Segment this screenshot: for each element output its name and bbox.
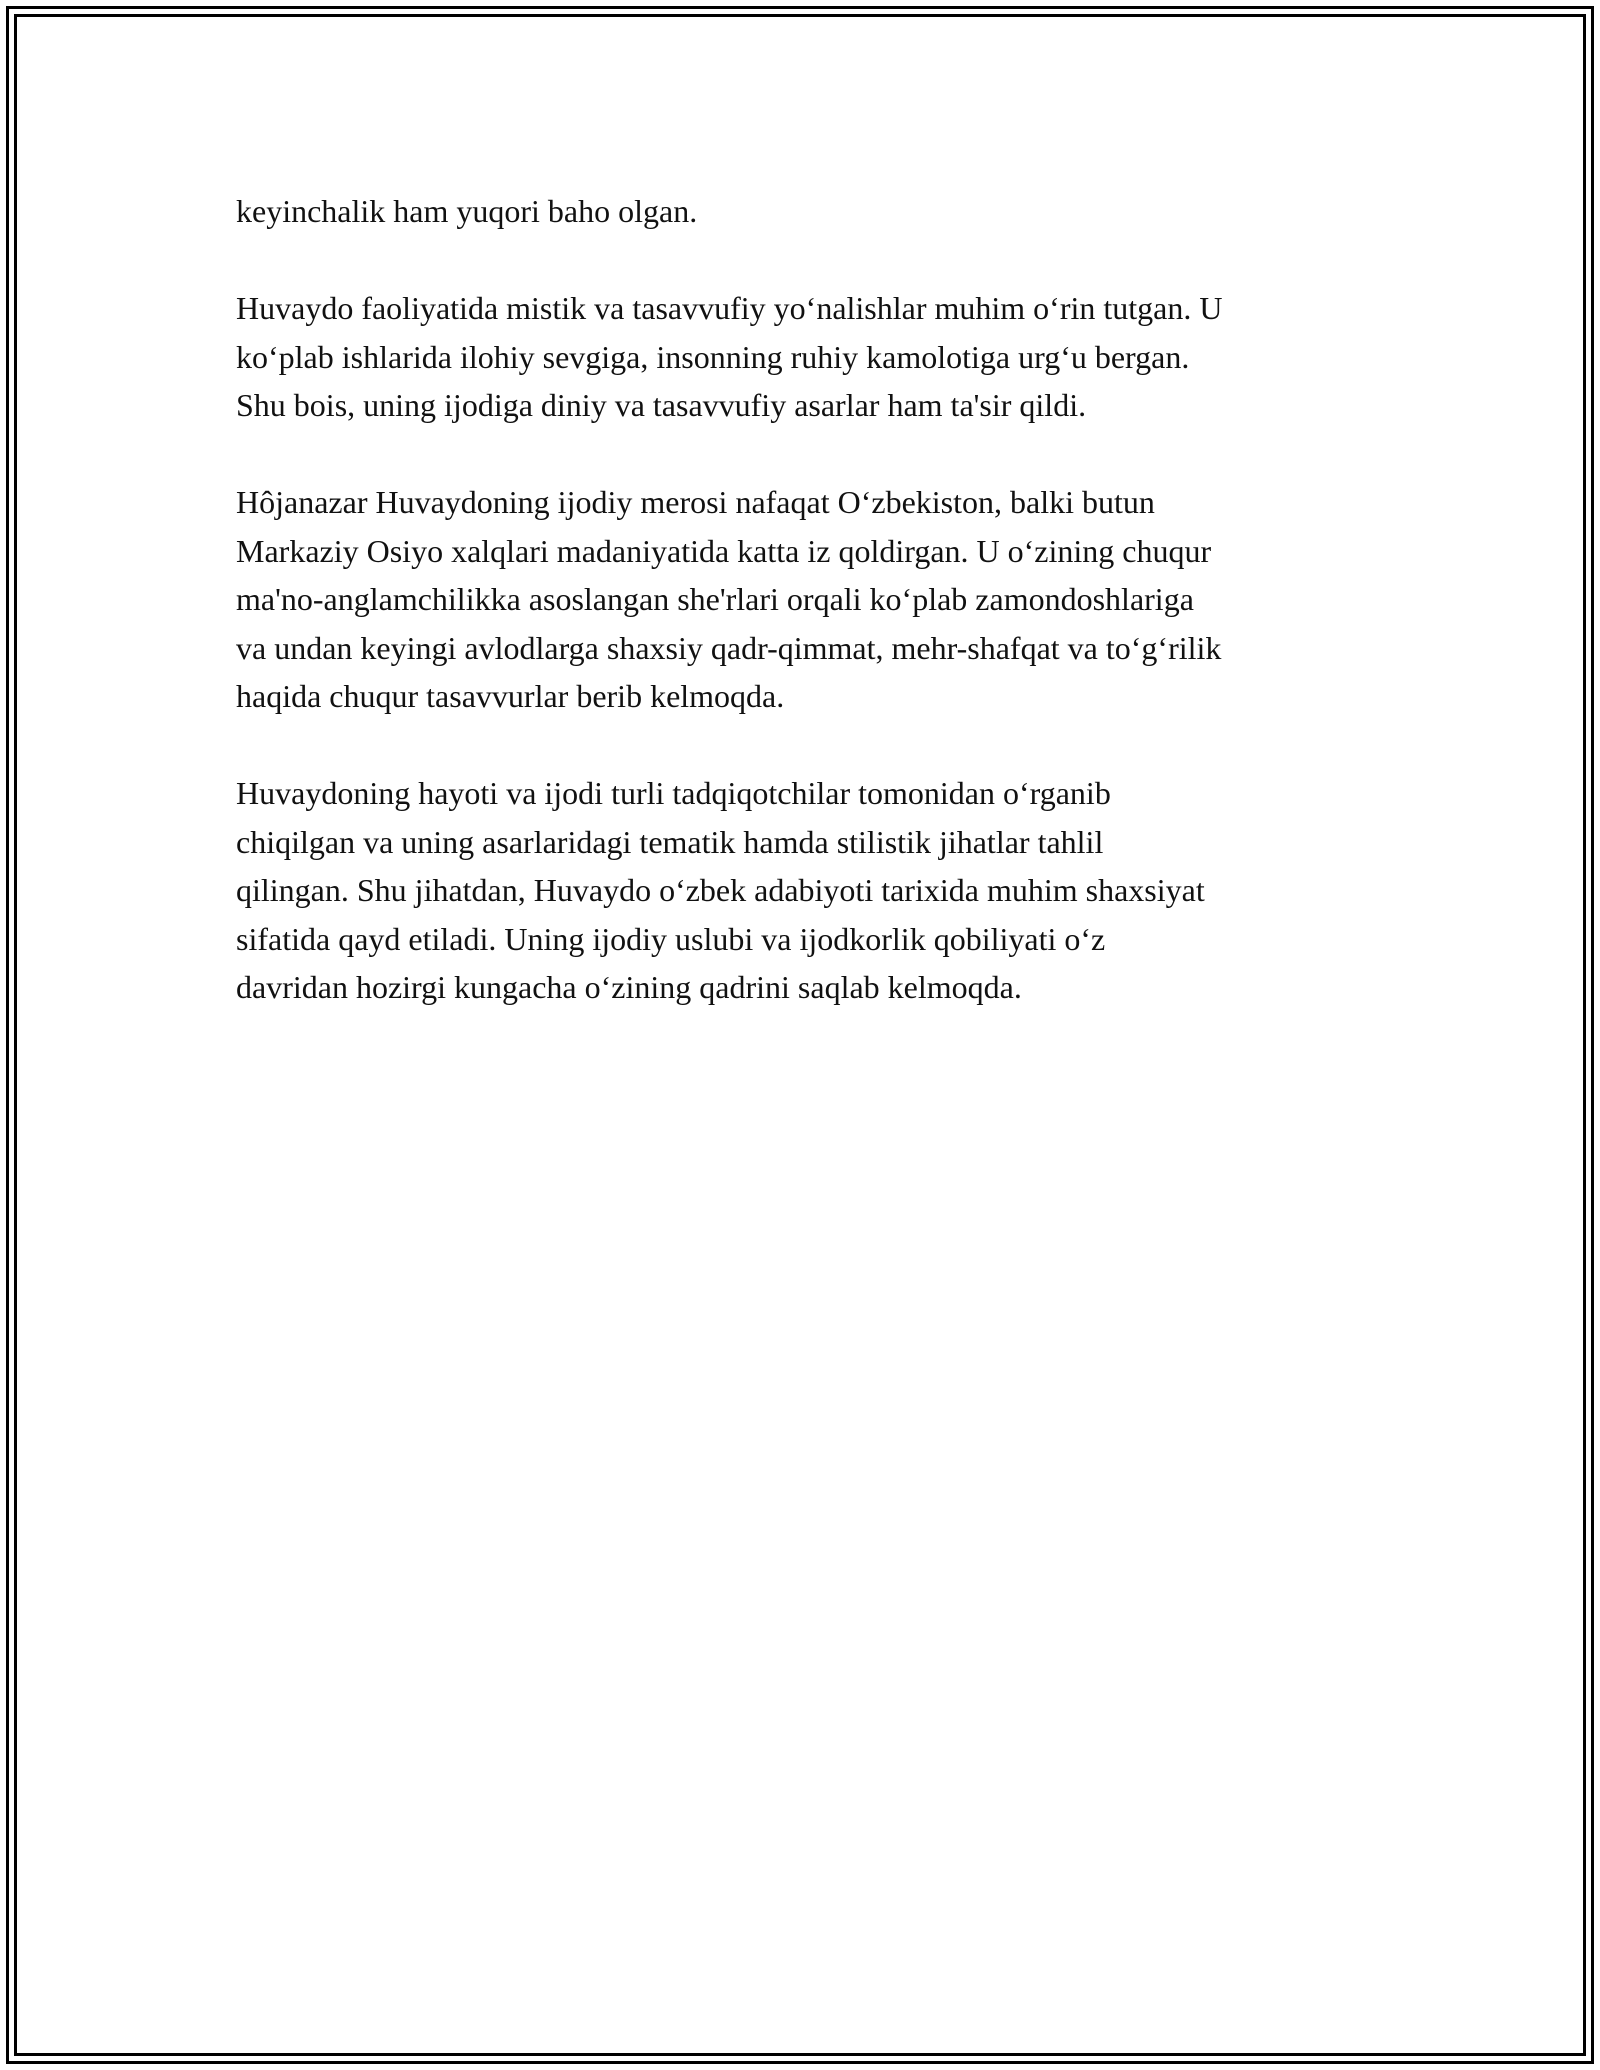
paragraph: Huvaydoning hayoti va ijodi turli tadqiqotchilar tomonidan o‘rganib chiqilgan va uning asarlaridagi tematik hamda stilistik jihatlar tahlil qilingan. Shu jihatdan, Huvaydo o‘zbek adabiyoti tarixida muhim shaxsiyat sifatida qayd etiladi. Uning ijodiy uslubi va ijodkorlik qobiliyati o‘z davridan hozirgi kungacha o‘zining qadrini saqlab kelmoqda. (236, 775, 1205, 1005)
paragraph: Hôjanazar Huvaydoning ijodiy merosi nafaqat O‘zbekiston, balki butun Markaziy Osiyo xalqlari madaniyatida katta iz qoldirgan. U o‘zining chuqur ma'no-anglamchilikka asoslangan she'rlari orqali ko‘plab zamondoshlariga va undan keyingi avlodlarga shaxsiy qadr-qimmat, mehr-shafqat va to‘g‘rilik haqida chuqur tasavvurlar berib kelmoqda. (236, 484, 1222, 714)
paragraph: Huvaydo faoliyatida mistik va tasavvufiy yo‘nalishlar muhim o‘rin tutgan. U ko‘plab ishlarida ilohiy sevgiga, insonning ruhiy kamolotiga urg‘u bergan. Shu bois, uning ijodiga diniy va tasavvufiy asarlar ham ta'sir qildi. (236, 290, 1223, 423)
paragraph: keyinchalik ham yuqori baho olgan. (236, 193, 698, 229)
document-body (236, 187, 1376, 1060)
